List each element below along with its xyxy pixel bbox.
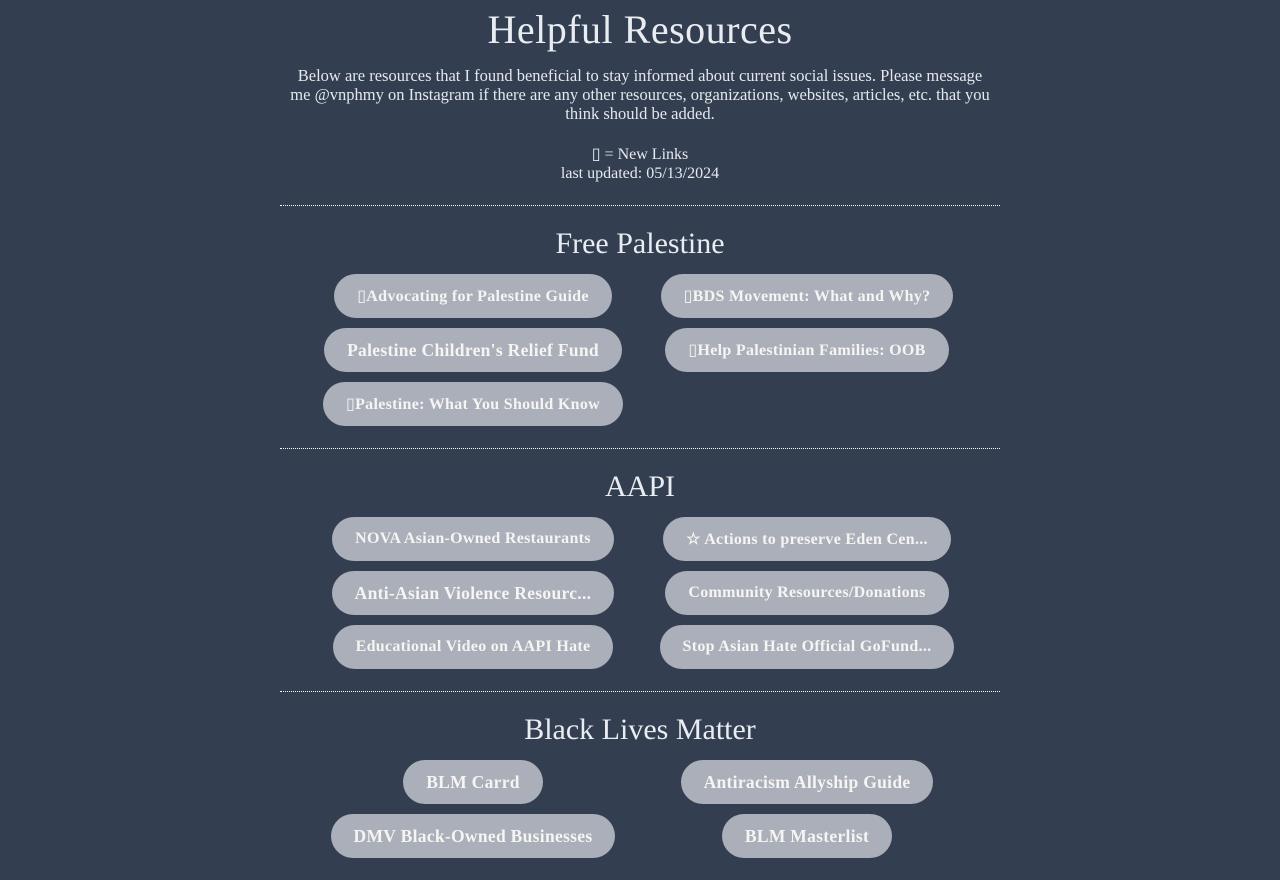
intro-paragraph: Below are resources that I found beneficial to stay informed about current social issues. Please message me @vnphmy on Instagram if there are any other resources, organizations, websites, articles, etc. that you think should be added. bbox=[290, 66, 990, 123]
link-button-blm-masterlist[interactable]: BLM Masterlist bbox=[722, 814, 892, 858]
last-updated-text: last updated: 05/13/2024 bbox=[560, 165, 720, 182]
section-title-free-palestine: Free Palestine bbox=[555, 227, 725, 260]
page-content bbox=[280, 0, 1000, 880]
section-divider bbox=[280, 691, 1000, 692]
section-aapi bbox=[280, 470, 1000, 691]
button-grid bbox=[280, 760, 1000, 880]
link-button-stop-asian-hate-gofundme[interactable]: Stop Asian Hate Official GoFund... bbox=[660, 625, 955, 669]
section-title-aapi: AAPI bbox=[604, 470, 675, 503]
button-grid bbox=[280, 274, 1000, 448]
link-button-dmv-black-owned-businesses[interactable]: DMV Black-Owned Businesses bbox=[331, 814, 616, 858]
link-button-educational-video-aapi-hate[interactable]: Educational Video on AAPI Hate bbox=[333, 625, 614, 669]
button-grid bbox=[280, 517, 1000, 691]
link-button-antiracism-allyship-guide[interactable]: Antiracism Allyship Guide bbox=[681, 760, 934, 804]
section-title-black-lives-matter: Black Lives Matter bbox=[524, 713, 756, 746]
section-divider bbox=[280, 448, 1000, 449]
link-button-palestine-childrens-relief-fund[interactable]: Palestine Children's Relief Fund bbox=[324, 328, 622, 372]
link-button-bds-movement[interactable]: ▯BDS Movement: What and Why? bbox=[661, 274, 954, 318]
link-button-nova-asian-owned-restaurants[interactable]: NOVA Asian-Owned Restaurants bbox=[332, 517, 614, 561]
link-button-anti-asian-violence-resources[interactable]: Anti-Asian Violence Resourc... bbox=[332, 571, 615, 615]
link-button-actions-preserve-eden-center[interactable]: ☆ Actions to preserve Eden Cen... bbox=[663, 517, 951, 561]
section-black-lives-matter bbox=[280, 713, 1000, 880]
new-links-legend: ▯ = New Links bbox=[591, 146, 689, 163]
link-button-help-palestinian-families[interactable]: ▯Help Palestinian Families: OOB bbox=[665, 328, 948, 372]
page-title: Helpful Resources bbox=[487, 7, 793, 52]
link-button-community-resources-donations[interactable]: Community Resources/Donations bbox=[665, 571, 948, 615]
link-button-advocating-for-palestine-guide[interactable]: ▯Advocating for Palestine Guide bbox=[334, 274, 612, 318]
link-button-blm-carrd[interactable]: BLM Carrd bbox=[403, 760, 543, 804]
section-free-palestine bbox=[280, 227, 1000, 448]
link-button-palestine-what-you-should-know[interactable]: ▯Palestine: What You Should Know bbox=[323, 382, 623, 426]
section-divider bbox=[280, 205, 1000, 206]
